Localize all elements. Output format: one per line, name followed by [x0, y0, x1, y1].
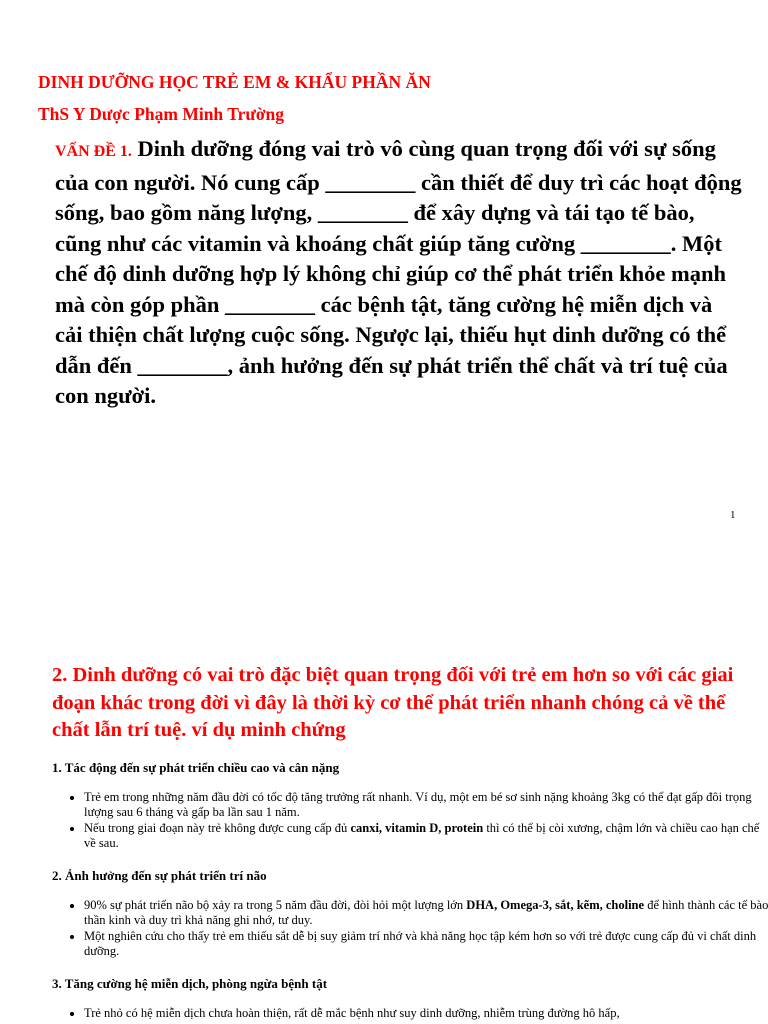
bold-nutrients: canxi, vitamin D, protein [350, 821, 484, 835]
issue-1-paragraph [55, 134, 745, 412]
list-item: • Trẻ em trong những năm đầu đời có tốc độ tăng trưởng rất nhanh. Ví dụ, một em bé sơ sinh nặng khoảng 3kg có thể đạt gấp đôi trọng lượng sau 6 tháng và gấp ba lần sau 1 năm. [84, 790, 768, 820]
issue-1-label: VẤN ĐỀ 1. [55, 143, 132, 160]
subsection-2-title: 2. Ảnh hưởng đến sự phát triển trí não [52, 868, 267, 883]
bold-nutrients: DHA, Omega-3, sắt, kẽm, choline [466, 898, 645, 912]
list-item: • Nếu trong giai đoạn này trẻ không được cung cấp đủ canxi, vitamin D, protein thì có thể bị còi xương, chậm lớn và chiều cao hạn chế về sau. [84, 821, 768, 851]
list-item: • 90% sự phát triển não bộ xảy ra trong 5 năm đầu đời, đòi hỏi một lượng lớn DHA, Omega-3, sắt, kẽm, choline để hình thành các tế bào thần kinh và duy trì khả năng ghi nhớ, tư duy. [84, 898, 768, 928]
section-2-heading: 2. Dinh dưỡng có vai trò đặc biệt quan trọng đối với trẻ em hơn so với các giai đoạn khác trong đời vì đây là thời kỳ cơ thể phát triển nhanh chóng cả về thể chất lẫn trí tuệ. ví dụ minh chứng [52, 664, 734, 741]
list-item: • Một nghiên cứu cho thấy trẻ em thiếu sắt dễ bị suy giảm trí nhớ và khả năng học tập kém hơn so với trẻ được cung cấp đủ vi chất dinh dưỡng. [84, 929, 768, 959]
subsection-3-list [52, 1006, 768, 1022]
subsection-3-title: 3. Tăng cường hệ miễn dịch, phòng ngừa bệnh tật [52, 976, 328, 991]
document-title: DINH DƯỠNG HỌC TRẺ EM & KHẨU PHẦN ĂN [38, 72, 431, 92]
list-item: • Trẻ nhỏ có hệ miễn dịch chưa hoàn thiện, rất dễ mắc bệnh như suy dinh dưỡng, nhiễm trùng đường hô hấp, [84, 1006, 768, 1021]
subsection-1-title: 1. Tác động đến sự phát triển chiều cao và cân nặng [52, 760, 340, 775]
issue-1-text: Dinh dưỡng đóng vai trò vô cùng quan trọng đối với sự sống của con người. Nó cung cấp ________ cần thiết để duy trì các hoạt động sống, bao gồm năng lượng, ________ để xây dựng và tái tạo tế bào, cũng như các vitamin và khoáng chất giúp tăng cường ________. Một chế độ dinh dưỡng hợp lý không chỉ giúp cơ thể phát triển khỏe mạnh mà còn góp phần ________ các bệnh tật, tăng cường hệ miễn dịch và cải thiện chất lượng cuộc sống. Ngược lại, thiếu hụt dinh dưỡng có thể dẫn đến ________, ảnh hưởng đến sự phát triển thể chất và trí tuệ của con người. [55, 136, 742, 408]
subsection-2-list [52, 898, 768, 960]
subsection-1-list [52, 790, 768, 852]
page-number: 1 [730, 509, 736, 521]
author-line: ThS Y Dược Phạm Minh Trường [38, 104, 285, 124]
